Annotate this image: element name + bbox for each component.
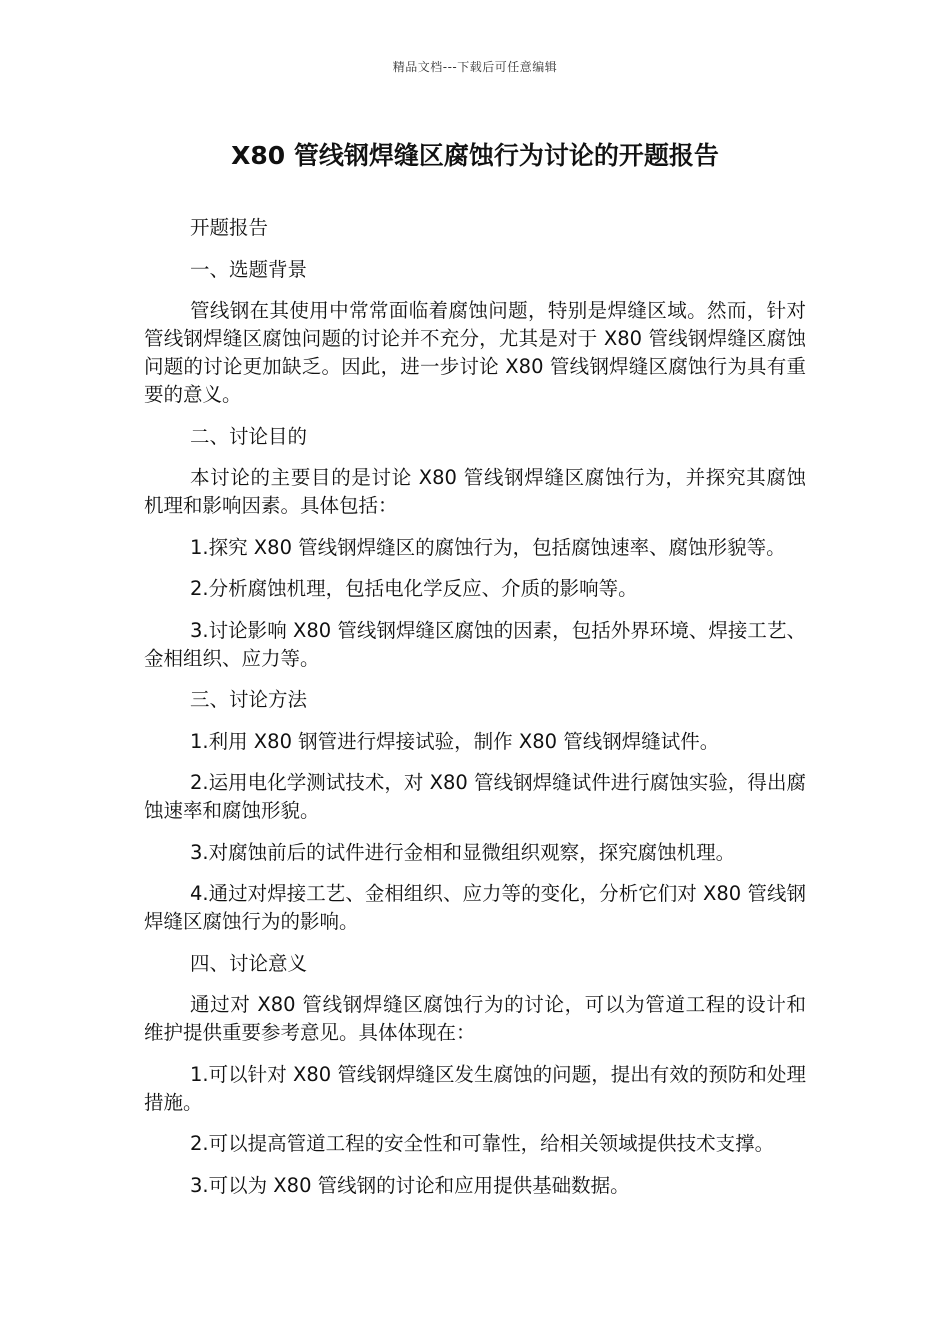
section-heading-method: 三、讨论方法 — [190, 688, 308, 711]
list-item-purpose-3: 3.讨论影响 X80 管线钢焊缝区腐蚀的因素，包括外界环境、焊接工艺、金相组织、应力等。 — [144, 618, 806, 670]
document-title: X80 管线钢焊缝区腐蚀行为讨论的开题报告 — [231, 141, 719, 170]
list-item-method-4: 4.通过对焊接工艺、金相组织、应力等的变化，分析它们对 X80 管线钢焊缝区腐蚀行为的影响。 — [144, 882, 806, 933]
list-item-method-2: 2.运用电化学测试技术，对 X80 管线钢焊缝试件进行腐蚀实验，得出腐蚀速率和腐蚀形貌。 — [144, 771, 806, 822]
paragraph-significance: 通过对 X80 管线钢焊缝区腐蚀行为的讨论，可以为管道工程的设计和维护提供重要参考意见。具体体现在： — [144, 993, 806, 1044]
document-body — [144, 214, 806, 1213]
section-heading-significance: 四、讨论意义 — [190, 951, 308, 975]
list-item-purpose-2: 2.分析腐蚀机理，包括电化学反应、介质的影响等。 — [190, 577, 638, 600]
list-item-significance-1: 1.可以针对 X80 管线钢焊缝区发生腐蚀的问题，提出有效的预防和处理措施。 — [144, 1062, 806, 1114]
section-label-report: 开题报告 — [190, 216, 269, 239]
list-item-purpose-1: 1.探究 X80 管线钢焊缝区的腐蚀行为，包括腐蚀速率、腐蚀形貌等。 — [190, 535, 786, 559]
list-item-significance-2: 2.可以提高管道工程的安全性和可靠性，给相关领域提供技术支撑。 — [190, 1132, 775, 1155]
list-item-method-3: 3.对腐蚀前后的试件进行金相和显微组织观察，探究腐蚀机理。 — [190, 840, 736, 864]
paragraph-background: 管线钢在其使用中常常面临着腐蚀问题，特别是焊缝区域。然而，针对管线钢焊缝区腐蚀问题的讨论并不充分，尤其是对于 X80 管线钢焊缝区腐蚀问题的讨论更加缺乏。因此，进一步讨论 X80 管线钢焊缝区腐蚀行为具有重要的意义。 — [144, 299, 806, 406]
paragraph-purpose: 本讨论的主要目的是讨论 X80 管线钢焊缝区腐蚀行为，并探究其腐蚀机理和影响因素。具体包括： — [144, 466, 806, 517]
list-item-method-1: 1.利用 X80 钢管进行焊接试验，制作 X80 管线钢焊缝试件。 — [190, 729, 720, 753]
list-item-significance-3: 3.可以为 X80 管线钢的讨论和应用提供基础数据。 — [190, 1173, 630, 1197]
header-note: 精品文档---下载后可任意编辑 — [392, 60, 558, 74]
section-heading-purpose: 二、讨论目的 — [190, 424, 308, 448]
section-heading-background: 一、选题背景 — [190, 257, 308, 281]
